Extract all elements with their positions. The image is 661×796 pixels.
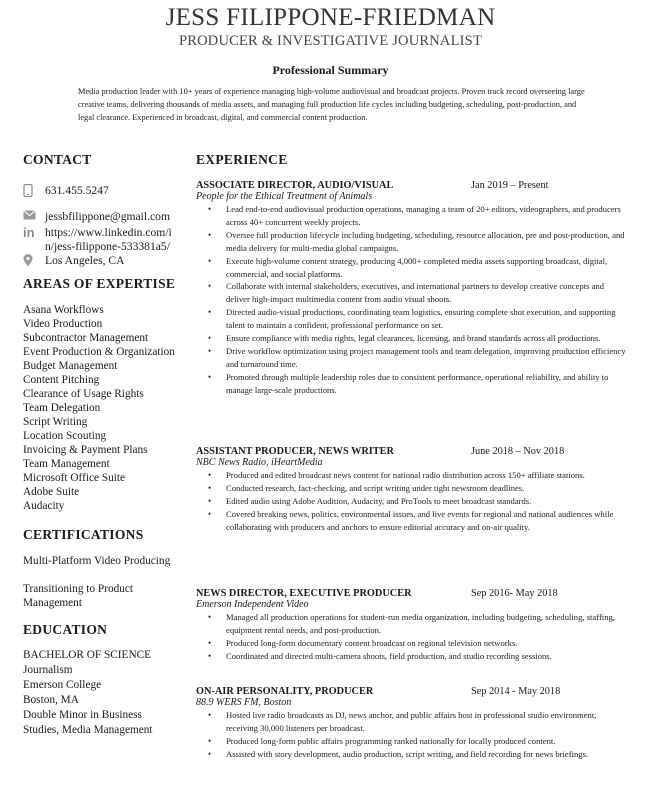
list-item: Subcontractor Management [23, 332, 149, 344]
job-dates: Sep 2016- May 2018 [471, 588, 558, 599]
bullet-item: • Assisted with story development, audio production, script writing, and field recording for news briefings. [196, 748, 626, 761]
job-title: ASSISTANT PRODUCER, NEWS WRITER [196, 446, 394, 457]
bullet-item: • Produced long-form public affairs programming ranked nationally for locally produced content. [196, 735, 626, 748]
list-item: Script Writing [23, 416, 88, 428]
job-dates: June 2018 – Nov 2018 [471, 446, 565, 457]
phone-icon [23, 184, 45, 197]
list-item: Adobe Suite [23, 486, 80, 498]
list-item: Clearance of Usage Rights [23, 388, 144, 400]
list-item: Transitioning to Product [23, 583, 134, 595]
experience-heading: EXPERIENCE [196, 152, 288, 167]
candidate-name: JESS FILIPPONE-FRIEDMAN [165, 4, 496, 31]
job-title: ASSOCIATE DIRECTOR, AUDIO/VISUAL [196, 180, 394, 191]
list-item: Asana Workflows [23, 304, 104, 316]
list-item: Audacity [23, 500, 65, 512]
bullet-item: • Ensure compliance with media rights, legal clearances, licensing, and brand standards across all productions. [196, 332, 626, 345]
job-dates: Sep 2014 - May 2018 [471, 686, 561, 697]
list-item: BACHELOR OF SCIENCE [23, 649, 152, 661]
candidate-subtitle: PRODUCER & INVESTIGATIVE JOURNALIST [178, 33, 483, 49]
list-item: Journalism [23, 664, 73, 676]
right-column [196, 152, 626, 759]
contact-heading: CONTACT [23, 152, 92, 167]
bullet-item: • Conducted research, fact-checking, and script writing under tight newsroom deadlines. [196, 482, 626, 495]
summary-title: Professional Summary [272, 63, 389, 77]
list-item: Location Scouting [23, 430, 107, 442]
expertise-heading: AREAS OF EXPERTISE [23, 276, 176, 291]
bullet-item: • Collaborate with internal stakeholders, executives, and international partners to develop creative concepts and deliver high-impact multimedia content from audio visual shoots. [196, 280, 626, 306]
bullet-item: • Managed all production operations for student-run media organization, including budgeting, scheduling, staffing, equipment rental needs, and post-production. [196, 611, 626, 637]
bullet-item: • Edited audio using Adobe Audition, Audacity, and ProTools to meet broadcast standards. [196, 495, 626, 508]
list-item: Emerson College [23, 679, 102, 691]
education-heading: EDUCATION [23, 622, 108, 637]
education-list [23, 648, 193, 738]
job-organization: People for the Ethical Treatment of Animals [196, 191, 373, 202]
bullet-item: • Coordinated and directed multi-camera shoots, field production, and studio recording sessions. [196, 650, 626, 663]
bullet-item: • Covered breaking news, politics, environmental issues, and live events for regional and national audiences while collaborating with producers and anchors to ensure editorial accuracy and on-air quality. [196, 508, 626, 534]
linkedin-line-2: n/jess-filippone-533381a5/ [45, 240, 170, 253]
list-item: Double Minor in Business [23, 709, 142, 721]
job-organization: 88.9 WERS FM, Boston [196, 697, 292, 708]
list-item: Management [23, 597, 82, 609]
list-item: Team Delegation [23, 402, 101, 414]
list-item: Studies, Media Management [23, 724, 153, 736]
contact-location-text: Los Angeles, CA [45, 254, 125, 267]
job-organization: Emerson Independent Video [196, 599, 309, 610]
job-title: ON-AIR PERSONALITY, PRODUCER [196, 686, 374, 697]
bullet-item: • Oversee full production lifecycle including budgeting, scheduling, resource allocation, pre and post-production, and media delivery for multi-media global campaigns. [196, 229, 626, 255]
certifications-heading: CERTIFICATIONS [23, 527, 144, 542]
resume-header [0, 4, 661, 50]
list-item: Multi-Platform Video Producing [23, 555, 171, 567]
job-organization: NBC News Radio, iHeartMedia [196, 457, 323, 468]
list-item: Content Pitching [23, 374, 100, 386]
bullet-item: • Directed audio-visual productions, coordinating team logistics, ensuring complete shot execution, and supporting talent to maintain a confident, professional performance on set. [196, 306, 626, 332]
bullet-item: • Produced and edited broadcast news content for national radio distribution across 150+ affiliate stations. [196, 469, 626, 482]
contact-linkedin-text[interactable] [45, 226, 172, 254]
bullet-item: • Promoted through multiple leadership roles due to consistent performance, operational reliability, and ability to manage large-scale productions. [196, 371, 626, 397]
linkedin-line-1: https://www.linkedin.com/i [45, 226, 172, 239]
list-item: Event Production & Organization [23, 346, 175, 358]
job-dates: Jan 2019 – Present [471, 180, 549, 191]
left-column [23, 152, 193, 738]
linkedin-icon: in [23, 225, 35, 240]
job-bullets [196, 469, 626, 534]
list-item: Boston, MA [23, 694, 79, 706]
job-bullets [196, 709, 626, 761]
job-entry [196, 180, 626, 397]
contact-phone [23, 184, 193, 198]
job-bullets [196, 611, 626, 663]
expertise-list [23, 303, 193, 513]
contact-linkedin [23, 226, 193, 254]
bullet-item: • Drive workflow optimization using project management tools and team delegation, improving production efficiency and turnaround time. [196, 345, 626, 371]
list-item: Microsoft Office Suite [23, 472, 126, 484]
bullet-item: • Lead end-to-end audiovisual production operations, managing a team of 20+ editors, videographers, and producers across 40+ concurrent weekly projects. [196, 203, 626, 229]
bullet-item: • Hosted live radio broadcasts as DJ, news anchor, and public affairs host in professional studio environment, receiving 30,000 listeners per broadcast. [196, 709, 626, 735]
contact-email [23, 210, 193, 224]
job-entry [196, 686, 626, 761]
summary-text: Media production leader with 10+ years of experience managing high-volume audiovisual and broadcast projects. Proven track record overseeing large creative teams, delivering thousands of media assets, and managing full production life cycles including budgeting, scheduling, post-production, and legal clearance. Experienced in broadcast, digital, and commercial content production. [78, 87, 585, 122]
list-item: Video Production [23, 318, 103, 330]
job-entry [196, 446, 626, 534]
list-item: Team Management [23, 458, 110, 470]
location-pin-icon [23, 254, 45, 267]
bullet-item: • Execute high-volume content strategy, producing 4,000+ completed media assets supporting broadcast, digital, commercial, and social platforms. [196, 255, 626, 281]
contact-email-text[interactable]: jessbfilippone@gmail.com [45, 210, 170, 223]
list-item: Budget Management [23, 360, 118, 372]
certifications-list [23, 554, 193, 610]
contact-phone-text[interactable]: 631.455.5247 [45, 184, 109, 197]
job-title: NEWS DIRECTOR, EXECUTIVE PRODUCER [196, 588, 412, 599]
mail-icon [23, 210, 45, 220]
list-item: Invoicing & Payment Plans [23, 444, 148, 456]
contact-location [23, 254, 193, 268]
job-entry [196, 588, 626, 663]
bullet-item: • Produced long-form documentary content broadcast on regional television networks. [196, 637, 626, 650]
job-bullets [196, 203, 626, 397]
